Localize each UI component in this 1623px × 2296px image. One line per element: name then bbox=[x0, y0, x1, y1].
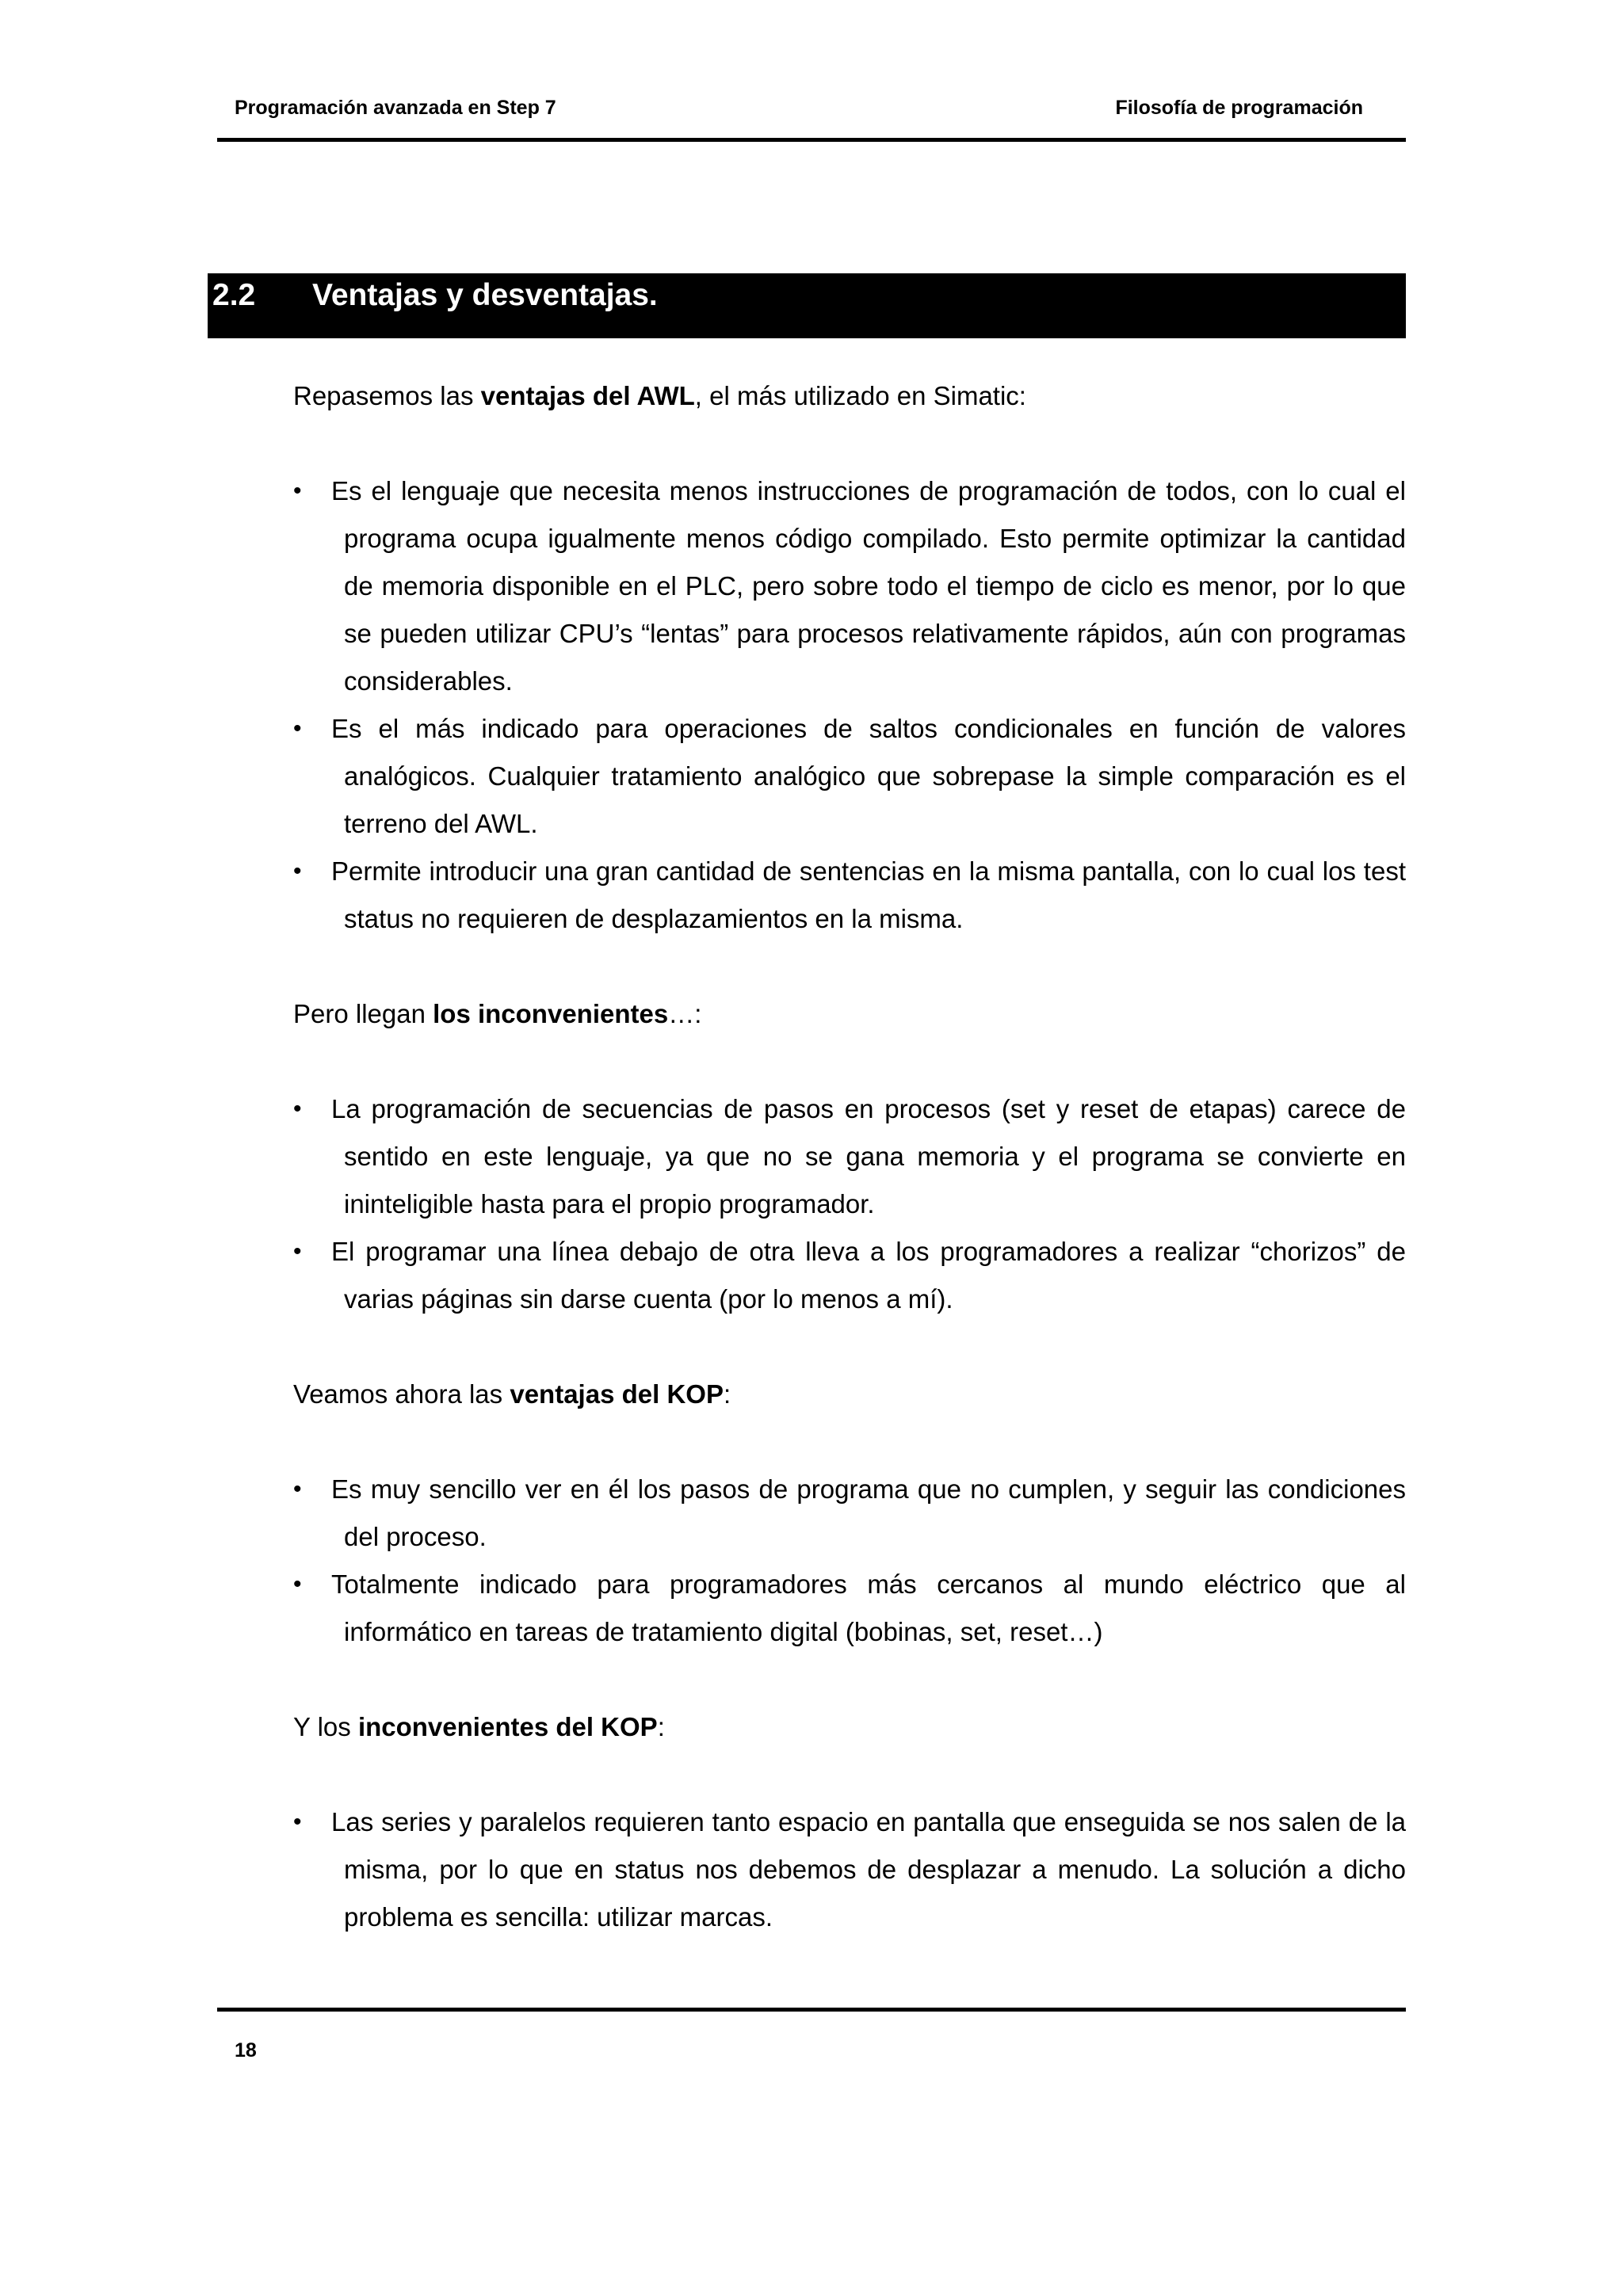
bullet-list-awl-disadvantages bbox=[293, 1085, 1406, 1323]
paragraph-awl-advantages bbox=[293, 372, 1406, 420]
lead-text: : bbox=[723, 1379, 731, 1409]
lead-text: Repasemos las bbox=[293, 381, 481, 410]
bullet-list-awl-advantages bbox=[293, 467, 1406, 943]
list-item-text: Es muy sencillo ver en él los pasos de programa que no cumplen, y seguir las condiciones del proceso. bbox=[331, 1474, 1406, 1551]
list-item bbox=[293, 1228, 1406, 1323]
list-item bbox=[293, 1561, 1406, 1656]
footer-rule bbox=[217, 2008, 1406, 2012]
body-text bbox=[293, 372, 1406, 1941]
bullet-list-kop-advantages bbox=[293, 1466, 1406, 1656]
lead-text: , el más utilizado en Simatic: bbox=[694, 381, 1026, 410]
running-header-left: Programación avanzada en Step 7 bbox=[235, 97, 556, 119]
lead-text: Veamos ahora las bbox=[293, 1379, 510, 1409]
lead-text: Y los bbox=[293, 1712, 358, 1741]
bullet-icon: • bbox=[293, 1238, 302, 1264]
list-item bbox=[293, 848, 1406, 943]
list-item bbox=[293, 1466, 1406, 1561]
lead-text: …: bbox=[668, 999, 702, 1028]
list-item-text: Permite introducir una gran cantidad de sentencias en la misma pantalla, con lo cual los test status no requieren de desplazamientos en la misma. bbox=[331, 856, 1406, 933]
bullet-icon: • bbox=[293, 858, 302, 884]
list-item bbox=[293, 1798, 1406, 1941]
bullet-icon: • bbox=[293, 1809, 302, 1835]
list-item-text: La programación de secuencias de pasos en procesos (set y reset de etapas) carece de sentido en este lenguaje, ya que no se gana memoria y el programa se convierte en ininteligible hasta para el propio programador. bbox=[331, 1094, 1406, 1219]
section-number: 2.2 bbox=[212, 278, 256, 312]
page-number: 18 bbox=[235, 2039, 257, 2061]
paragraph-awl-disadvantages bbox=[293, 990, 1406, 1038]
paragraph-kop-disadvantages bbox=[293, 1703, 1406, 1751]
lead-text: : bbox=[657, 1712, 665, 1741]
list-item bbox=[293, 1085, 1406, 1228]
lead-bold: los inconvenientes bbox=[433, 999, 669, 1028]
bullet-icon: • bbox=[293, 1476, 302, 1502]
list-item-text: Es el más indicado para operaciones de saltos condicionales en función de valores analógicos. Cualquier tratamiento analógico que sobrepase la simple comparación es el terreno del AWL. bbox=[331, 714, 1406, 838]
section-heading-bar bbox=[208, 273, 1406, 338]
list-item bbox=[293, 705, 1406, 848]
bullet-icon: • bbox=[293, 478, 302, 504]
bullet-icon: • bbox=[293, 1096, 302, 1122]
paragraph-kop-advantages bbox=[293, 1371, 1406, 1418]
lead-text: Pero llegan bbox=[293, 999, 433, 1028]
running-header-right: Filosofía de programación bbox=[1115, 97, 1363, 119]
header-rule bbox=[217, 138, 1406, 142]
lead-bold: inconvenientes del KOP bbox=[357, 1712, 658, 1741]
lead-bold: ventajas del AWL bbox=[480, 381, 695, 410]
section-title: Ventajas y desventajas. bbox=[312, 278, 658, 312]
lead-bold: ventajas del KOP bbox=[510, 1379, 724, 1409]
list-item-text: Es el lenguaje que necesita menos instrucciones de programación de todos, con lo cual el programa ocupa igualmente menos código compilado. Esto permite optimizar la cantidad de memoria disponible en el PLC, pero sobre todo el tiempo de ciclo es menor, por lo que se pueden utilizar CPU’s “lentas” para procesos relativamente rápidos, aún con programas considerables. bbox=[331, 476, 1406, 696]
bullet-icon: • bbox=[293, 715, 302, 742]
list-item-text: El programar una línea debajo de otra lleva a los programadores a realizar “chorizos” de varias páginas sin darse cuenta (por lo menos a mí). bbox=[331, 1237, 1406, 1314]
bullet-list-kop-disadvantages bbox=[293, 1798, 1406, 1941]
list-item-text: Las series y paralelos requieren tanto espacio en pantalla que enseguida se nos salen de la misma, por lo que en status nos debemos de desplazar a menudo. La solución a dicho problema es sencilla: utilizar marcas. bbox=[331, 1807, 1406, 1932]
bullet-icon: • bbox=[293, 1571, 302, 1597]
list-item-text: Totalmente indicado para programadores más cercanos al mundo eléctrico que al informático en tareas de tratamiento digital (bobinas, set, reset…) bbox=[331, 1569, 1406, 1646]
list-item bbox=[293, 467, 1406, 705]
